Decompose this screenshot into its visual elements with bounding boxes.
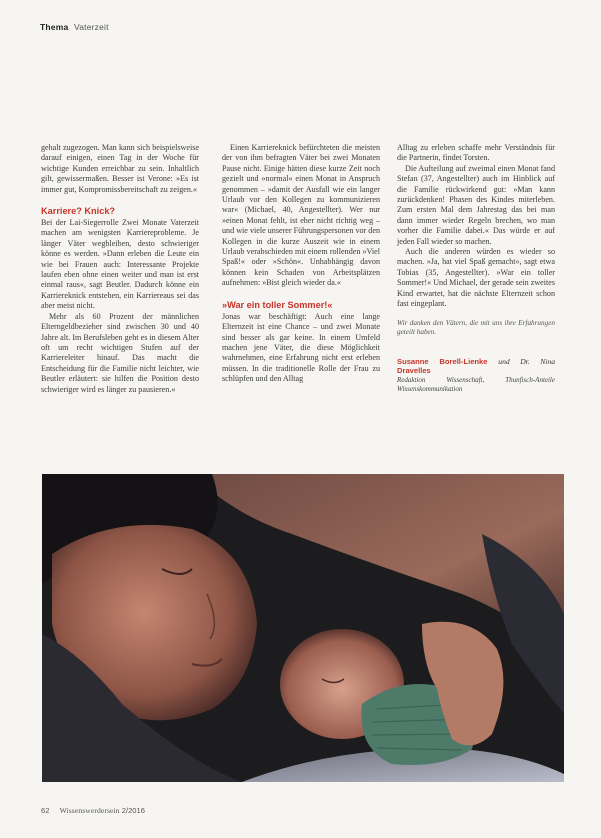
photo-father-with-newborn <box>42 474 564 782</box>
text-column-2 <box>222 143 380 385</box>
running-header <box>40 22 109 32</box>
paragraph: Mehr als 60 Prozent der männlichen Elterngeldbezieher sind zwischen 30 und 40 Jahre alt. Im Berufsleben geht es in diesem Alter oft um recht wichtigen Stufen auf der Karriereleiter hinauf. Das macht die Entscheidung für die Familie nicht leichter, wie Beutler erläutert: sie hilfen die Position desto schwieriger wird es länger zu pausieren.« <box>41 311 199 394</box>
text-column-3 <box>397 143 555 394</box>
photo-illustration <box>42 474 564 782</box>
page-footer <box>41 806 145 815</box>
topic-label: Vaterzeit <box>73 22 109 32</box>
magazine-name: Wissenswerdersein <box>59 806 120 815</box>
author-line <box>397 357 555 376</box>
author-name-2: Dravelles <box>397 366 431 376</box>
author-conjunction: und Dr. Nina <box>498 356 555 366</box>
text-column-1 <box>41 143 199 395</box>
author-description: Redaktion Wissenschaft, Thunfisch-Anteile Wissenskommunikation <box>397 375 555 393</box>
subheading: »War ein toller Sommer!« <box>222 299 333 310</box>
author-name-1: Susanne Borell-Lienke <box>397 356 488 366</box>
paragraph: Einen Karriereknick befürchteten die meisten der von ihm befragten Väter bei zwei Monaten Pause nicht. Einige hätten diese kurze Zeit noch gezielt und »normal« einen Monat in Anspruch genommen – »damit der Ausfall wie ein langer Urlaub vor den Kollegen zu kommunizieren war« (Michael, 40, Angestellter). Wer nur »einen Monat fehlt, ist eher nicht richtig weg – und wie viele unserer Führungspersonen vor den Kollegen in die kurze Auszeit wie in einem Urlaub verabschieden mit einem rollenden »Viel Spaß!« oder »Schön«. Unhabhängig davon können kein Schaden von Arbeitsplätzen aufnehmen: »Bist gleich wieder da.« <box>222 143 380 288</box>
paragraph: Jonas war beschäftigt: Auch eine lange Elternzeit ist eine Chance – und zwei Monate sind besser als gar keine. In einem Umfeld machen jene Väter, die diese Möglichkeit wahrnehmen, eine Erfahrung nicht erst erleben müssen. In die traditionelle Rolle der Frau zu schlüpfen und den Alltag <box>222 311 380 384</box>
subheading: Karriere? Knick? <box>41 206 116 217</box>
paragraph: Bei der Lai-Siegerrolle Zwei Monate Vaterzeit machen am wenigsten Karriereprobleme. Je länger Väter wegbleiben, desto schwieriger könne es werden. »Dann erleben die Leute ein wie bei Frauen auch: Interessante Projekte laufen eben ohne einen weiter und man ist erst einmal raus«, sagt Beutler. Dadurch könne ein Karriereknick entstehen, ein Karriereaus sei das aber meist nicht. <box>41 218 199 311</box>
paragraph: Die Aufteilung auf zweimal einen Monat fand Stefan (37, Angestellter) auch im Hinblick auf die Familie rückwirkend gut: »Man kann zurückdenken! Phasen des Kindes miterleben. Zum ersten Mal dem Jahrestag das bei man dann immer wieder Regeln brechen, wo man vorher die Familie dabei.« Das würde er auf jeden Fall wieder so machen. <box>397 163 555 246</box>
section-label: Thema <box>40 22 69 32</box>
page-number: 62 <box>41 806 50 815</box>
paragraph: Auch die anderen würden es wieder so machen. »Ja, hat viel Spaß gemacht«, sagt etwa Tobias (35, Angestellter). »War ein toller Sommer!« Und Michael, der gerade sein zweites Kind erwartet, hat die nächste Elternzeit schon fast eingeplant. <box>397 247 555 309</box>
paragraph: Alltag zu erleben schaffe mehr Verständnis für die Partnerin, findet Torsten. <box>397 143 555 163</box>
paragraph: gehalt zugezogen. Man kann sich beispielsweise darauf einigen, einen Tag in der Woche für wichtige Kunden erreichbar zu sein. Inhaltlich gilt, gewissermaßen. Besser ist Verone: »Es ist immer gut, Kompromissbereitschaft zu zeigen.« <box>41 143 199 194</box>
issue-number: 2/2016 <box>121 806 145 815</box>
acknowledgement-note: Wir danken den Vätern, die mit uns ihre Erfahrungen geteilt haben. <box>397 318 555 336</box>
